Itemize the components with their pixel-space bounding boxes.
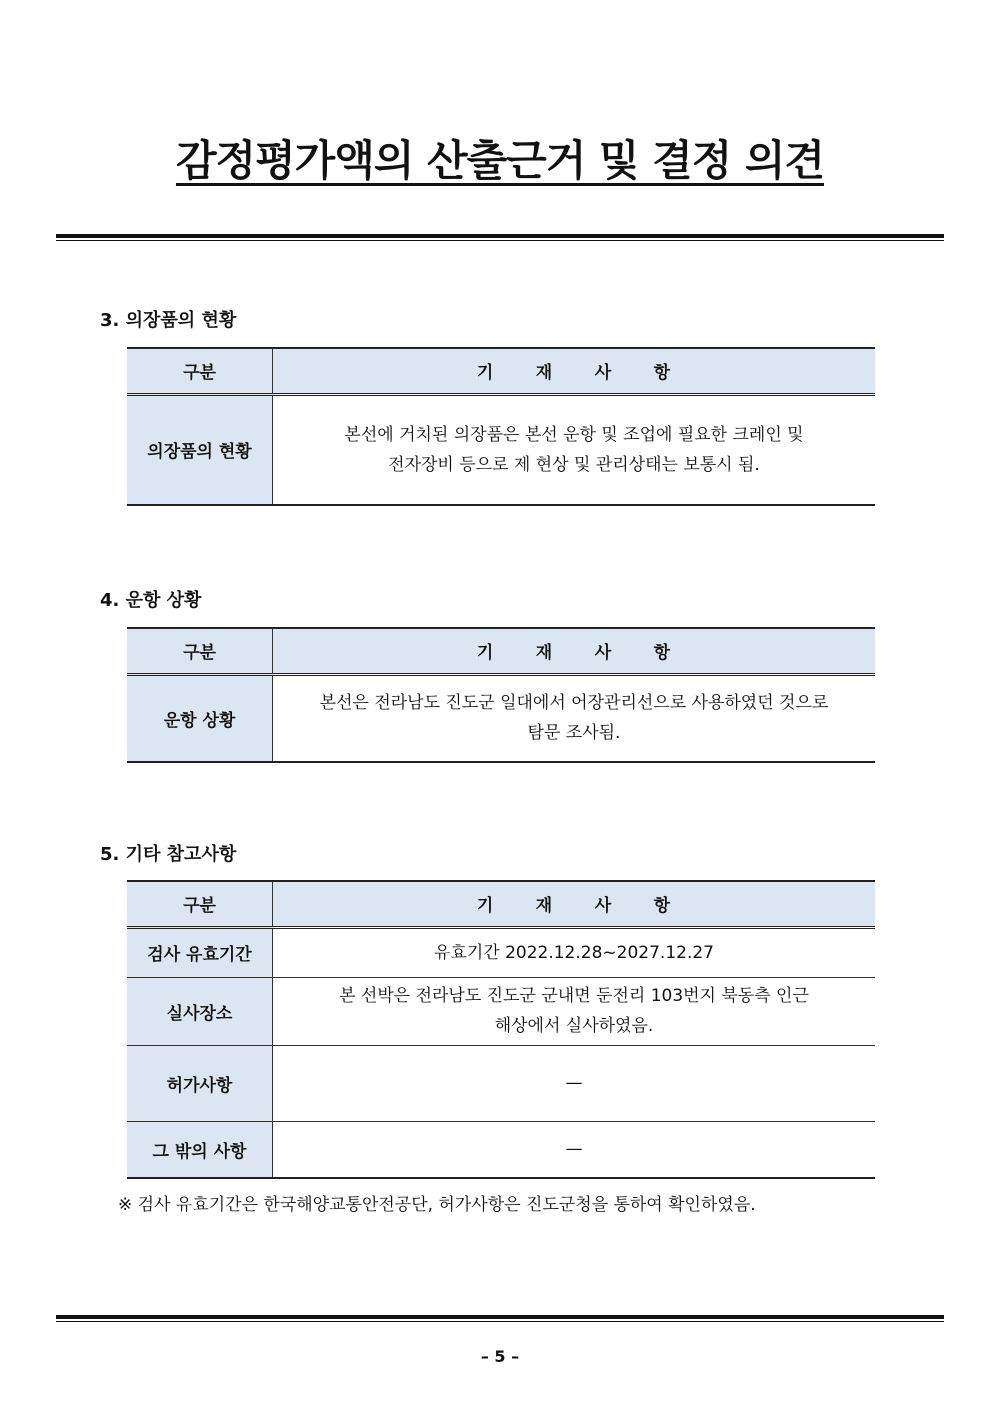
row-label: 실사장소 — [127, 977, 273, 1045]
table-row — [127, 394, 875, 505]
footnote: ※ 검사 유효기간은 한국해양교통안전공단, 허가사항은 진도군청을 통하여 확인하였음. — [118, 1195, 756, 1215]
row-content: — — [273, 1045, 876, 1121]
row-content: 본 선박은 전라남도 진도군 군내면 둔전리 103번지 북동측 인근 해상에서 실사하였음. — [273, 977, 876, 1045]
table-header-row — [127, 628, 875, 674]
row-label: 그 밖의 사항 — [127, 1121, 273, 1178]
header-category: 구분 — [127, 348, 273, 394]
table-row — [127, 674, 875, 762]
page-title: 감정평가액의 산출근거 및 결정 의견 — [175, 136, 825, 185]
row-label: 검사 유효기간 — [127, 927, 273, 977]
header-content: 기 재 사 항 — [273, 628, 876, 674]
table-row — [127, 1121, 875, 1178]
header-content: 기 재 사 항 — [273, 881, 876, 927]
section-heading-4: 4. 운항 상황 — [100, 590, 202, 611]
table-row — [127, 927, 875, 977]
row-label: 운항 상황 — [127, 674, 273, 762]
bottom-divider — [56, 1315, 944, 1322]
row-content: 본선은 전라남도 진도군 일대에서 어장관리선으로 사용하였던 것으로 탐문 조사됨. — [273, 674, 876, 762]
table-row — [127, 977, 875, 1045]
header-category: 구분 — [127, 628, 273, 674]
table-header-row — [127, 348, 875, 394]
operation-table — [127, 627, 875, 763]
section-heading-5: 5. 기타 참고사항 — [100, 844, 237, 865]
table-header-row — [127, 881, 875, 927]
row-label: 허가사항 — [127, 1045, 273, 1121]
page-number: – 5 – — [480, 1347, 520, 1366]
section-heading-3: 3. 의장품의 현황 — [100, 310, 237, 331]
table-row — [127, 1045, 875, 1121]
reference-table — [127, 880, 875, 1179]
header-category: 구분 — [127, 881, 273, 927]
row-content: 본선에 거치된 의장품은 본선 운항 및 조업에 필요한 크레인 및 전자장비 등으로 제 현상 및 관리상태는 보통시 됨. — [273, 394, 876, 505]
row-content: 유효기간 2022.12.28~2027.12.27 — [273, 927, 876, 977]
top-divider — [56, 234, 944, 241]
header-content: 기 재 사 항 — [273, 348, 876, 394]
row-content: — — [273, 1121, 876, 1178]
equipment-table — [127, 347, 875, 506]
row-label: 의장품의 현황 — [127, 394, 273, 505]
